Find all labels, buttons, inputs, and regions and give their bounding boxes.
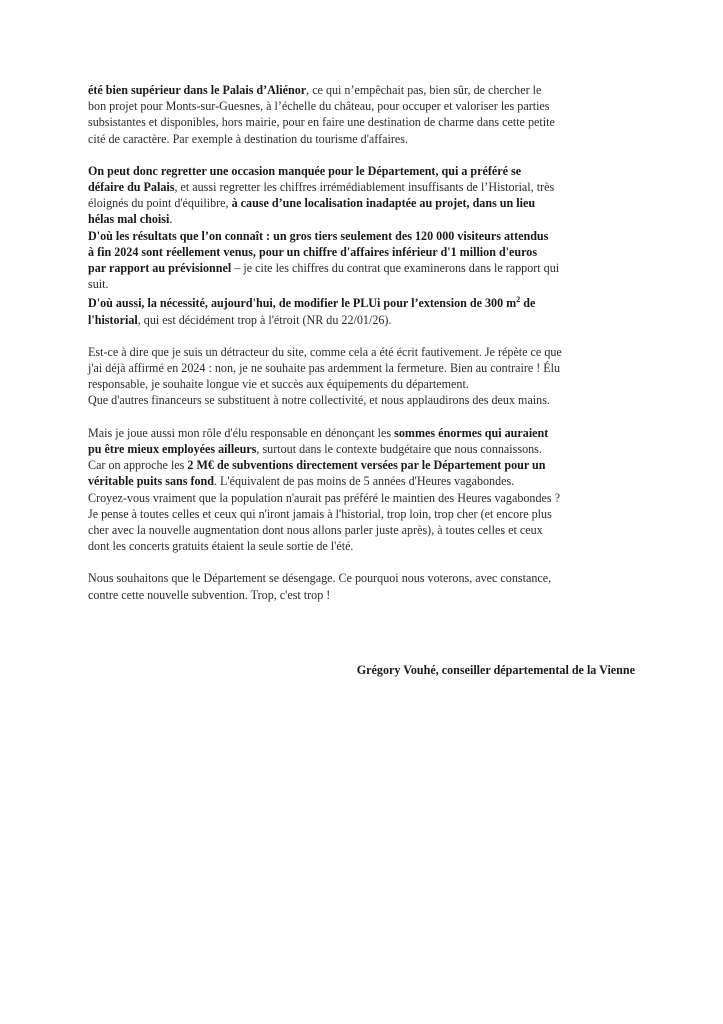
text-line bbox=[88, 179, 635, 195]
bold-text bbox=[88, 296, 535, 310]
bold-text: l'historial bbox=[88, 312, 138, 327]
text-line bbox=[88, 163, 635, 179]
bold-text: 2 M€ de subventions directement versées par le Département pour un bbox=[187, 458, 546, 473]
text-line bbox=[88, 292, 635, 311]
bold-text: à cause d’une localisation inadaptée au projet, dans un lieu bbox=[231, 196, 536, 211]
text-line: Que d'autres financeurs se substituent à notre collectivité, et nous applaudirons des deux mains. bbox=[88, 393, 550, 408]
text-line: cher avec la nouvelle augmentation dont nous allons parler juste après), à toutes celles et ceux bbox=[88, 522, 543, 537]
bold-text: D'où les résultats que l’on connaît : un gros tiers seulement des 120 000 visiteurs attendus bbox=[88, 228, 549, 243]
text-run: . L'équivalent de pas moins de 5 années d'Heures vagabondes. bbox=[214, 474, 515, 489]
superscript: 2 bbox=[516, 295, 521, 305]
signature: Grégory Vouhé, conseiller départemental de la Vienne bbox=[356, 663, 635, 677]
text-run: . bbox=[169, 212, 173, 227]
text-line bbox=[88, 211, 635, 227]
paragraph-palais bbox=[88, 82, 635, 147]
text-line: Croyez-vous vraiment que la population n'aurait pas préféré le maintien des Heures vagabondes ? bbox=[88, 490, 560, 505]
text-line bbox=[88, 260, 635, 276]
bold-text: été bien supérieur dans le Palais d’Aliénor bbox=[88, 83, 307, 97]
text-line: suit. bbox=[88, 277, 109, 292]
text-run: éloignés du point d'équilibre, bbox=[88, 196, 232, 211]
bold-text: hélas mal choisi bbox=[88, 212, 170, 227]
text-line bbox=[88, 441, 635, 457]
text-line bbox=[88, 82, 635, 98]
text-run: Car on approche les bbox=[88, 458, 188, 473]
text-line: Est-ce à dire que je suis un détracteur du site, comme cela a été écrit fautivement. Je répète ce que bbox=[88, 344, 562, 359]
text-run: , ce qui n’empêchait pas, bien sûr, de chercher le bbox=[306, 83, 542, 97]
paragraph-occasion-manquee bbox=[88, 163, 635, 328]
bold-text: On peut donc regretter une occasion manquée pour le Département, qui a préféré se bbox=[88, 163, 522, 178]
paragraph-sommes bbox=[88, 425, 635, 555]
text-line: dont les concerts gratuits étaient la seule sortie de l'été. bbox=[88, 539, 354, 554]
text-line: subsistantes et disponibles, hors mairie, pour en faire une destination de charme dans cette petite bbox=[88, 115, 555, 130]
text-run: D'où aussi, la nécessité, aujourd'hui, de modifier le PLUi pour l’extension de 300 m bbox=[88, 296, 517, 311]
bold-text: pu être mieux employées ailleurs bbox=[88, 441, 257, 456]
bold-text: défaire du Palais bbox=[88, 180, 175, 195]
text-line bbox=[88, 473, 635, 489]
bold-text: sommes énormes qui auraient bbox=[394, 425, 549, 440]
text-line: bon projet pour Monts-sur-Guesnes, à l’échelle du château, pour occuper et valoriser les parties bbox=[88, 99, 550, 114]
text-run: , et aussi regretter les chiffres irrémédiablement insuffisants de l’Historial, très bbox=[174, 180, 555, 195]
text-run: – je cite les chiffres du contrat que examinerons dans le rapport qui bbox=[231, 261, 560, 276]
text-line bbox=[88, 195, 635, 211]
text-run: Mais je joue aussi mon rôle d'élu responsable en dénonçant les bbox=[88, 425, 395, 440]
bold-text: à fin 2024 sont réellement venus, pour un chiffre d'affaires inférieur d'1 million d'euros bbox=[88, 244, 538, 259]
text-line bbox=[88, 244, 635, 260]
text-run: de bbox=[520, 296, 536, 311]
text-line bbox=[88, 457, 635, 473]
text-line: Nous souhaitons que le Département se désengage. Ce pourquoi nous voterons, avec constance, bbox=[88, 571, 552, 586]
text-line: cité de caractère. Par exemple à destination du tourisme d'affaires. bbox=[88, 131, 408, 146]
text-run: , qui est décidément trop à l'étroit (NR du 22/01/26). bbox=[137, 312, 392, 327]
text-line bbox=[88, 228, 635, 244]
text-line bbox=[88, 425, 635, 441]
text-line: responsable, je souhaite longue vie et succès aux équipements du département. bbox=[88, 377, 469, 392]
text-line: contre cette nouvelle subvention. Trop, c'est trop ! bbox=[88, 587, 331, 602]
text-line: Je pense à toutes celles et ceux qui n'iront jamais à l'historial, trop loin, trop cher (et encore plus bbox=[88, 506, 552, 521]
paragraph-detracteur bbox=[88, 344, 635, 409]
text-line bbox=[88, 312, 635, 328]
text-line: j'ai déjà affirmé en 2024 : non, je ne souhaite pas ardemment la fermeture. Bien au contraire ! Élu bbox=[88, 361, 561, 376]
bold-text: véritable puits sans fond bbox=[88, 474, 214, 489]
text-run: , surtout dans le contexte budgétaire que nous connaissons. bbox=[256, 441, 542, 456]
bold-text: par rapport au prévisionnel bbox=[88, 261, 232, 276]
paragraph-conclusion bbox=[88, 570, 635, 602]
